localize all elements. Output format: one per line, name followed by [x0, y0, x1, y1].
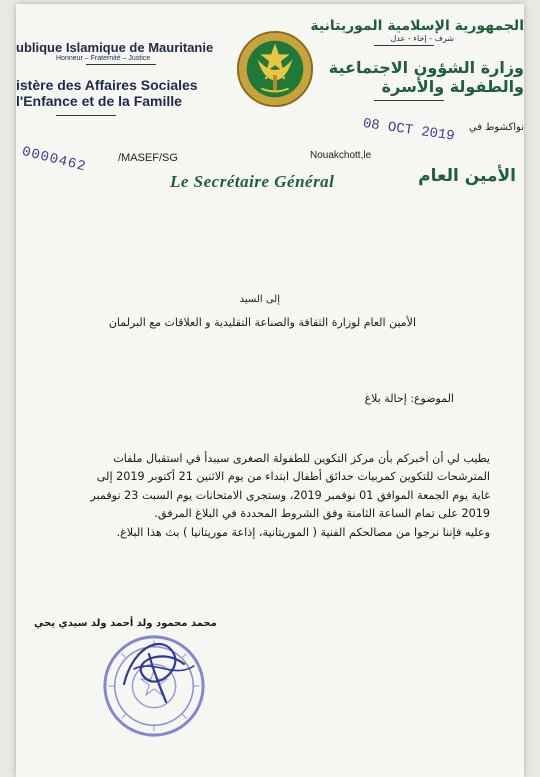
motto-fr: Honneur – Fraternité – Justice: [56, 55, 151, 62]
divider: [374, 100, 444, 101]
salutation: إلى السيد: [239, 294, 280, 305]
body-line: غاية يوم الجمعة الموافق 01 نوفمبر 2019، وستجرى الامتحانات يوم السبت 23 نوفمبر: [90, 488, 490, 502]
ministry-name-ar-line2: والطفولة والأسرة: [381, 77, 524, 96]
date-stamp: 08 OCT 2019: [361, 116, 456, 145]
subject-line: الموضوع: إحالة بلاغ: [364, 392, 454, 405]
body-line: 2019 على تمام الساعة الثامنة وفق الشروط المحددة في البلاغ المرفق.: [154, 507, 490, 521]
letter-body: [70, 450, 490, 542]
addressee: الأمين العام لوزارة الثقافة والصناعة التقليدية و العلاقات مع البرلمان: [108, 316, 416, 329]
ministry-name-fr-line2: l'Enfance et de la Famille: [16, 93, 182, 109]
divider: [86, 64, 156, 65]
ministry-name-ar-line1: وزارة الشؤون الاجتماعية: [328, 58, 524, 77]
city-fr: Nouakchott,le: [310, 150, 372, 161]
coat-of-arms-seal-icon: [236, 30, 314, 108]
divider: [374, 45, 434, 46]
city-ar: نواكشوط في: [468, 122, 524, 133]
motto-ar: شرف - إخاء - عدل: [390, 34, 454, 43]
divider: [56, 115, 116, 116]
body-line: وعليه فإننا نرجوا من مصالحكم الفنية ( الموريتانية، إذاعة موريتانيا ) بث هذا البلاغ.: [116, 525, 490, 539]
header-french: [16, 40, 246, 116]
body-line: يطيب لي أن أخبركم بأن مركز التكوين للطفولة الصغرى سيبدأ في استقبال ملفات: [113, 452, 490, 465]
reference-number-stamp: 0000462: [20, 144, 88, 176]
signer-name: محمد محمود ولد أحمد ولد سيدي يحي: [34, 618, 217, 629]
header-arabic: [304, 18, 524, 101]
secretary-general-title-ar: الأمين العام: [418, 166, 516, 186]
body-line: المترشحات للتكوين كمربيات حدائق أطفال ابتداء من يوم الاثنين 21 أكتوبر 2019 إلى: [96, 470, 490, 484]
secretary-general-title-fr: Le Secrétaire Général: [170, 172, 335, 191]
letter-page: [16, 4, 524, 777]
ministry-name-fr-line1: istère des Affaires Sociales: [16, 77, 198, 93]
reference-suffix: /MASEF/SG: [118, 152, 178, 164]
handwritten-signature-icon: [104, 624, 204, 714]
republic-name-fr: ublique Islamique de Mauritanie: [16, 40, 214, 55]
republic-name-ar: الجمهورية الإسلامية الموريتانية: [310, 18, 524, 34]
